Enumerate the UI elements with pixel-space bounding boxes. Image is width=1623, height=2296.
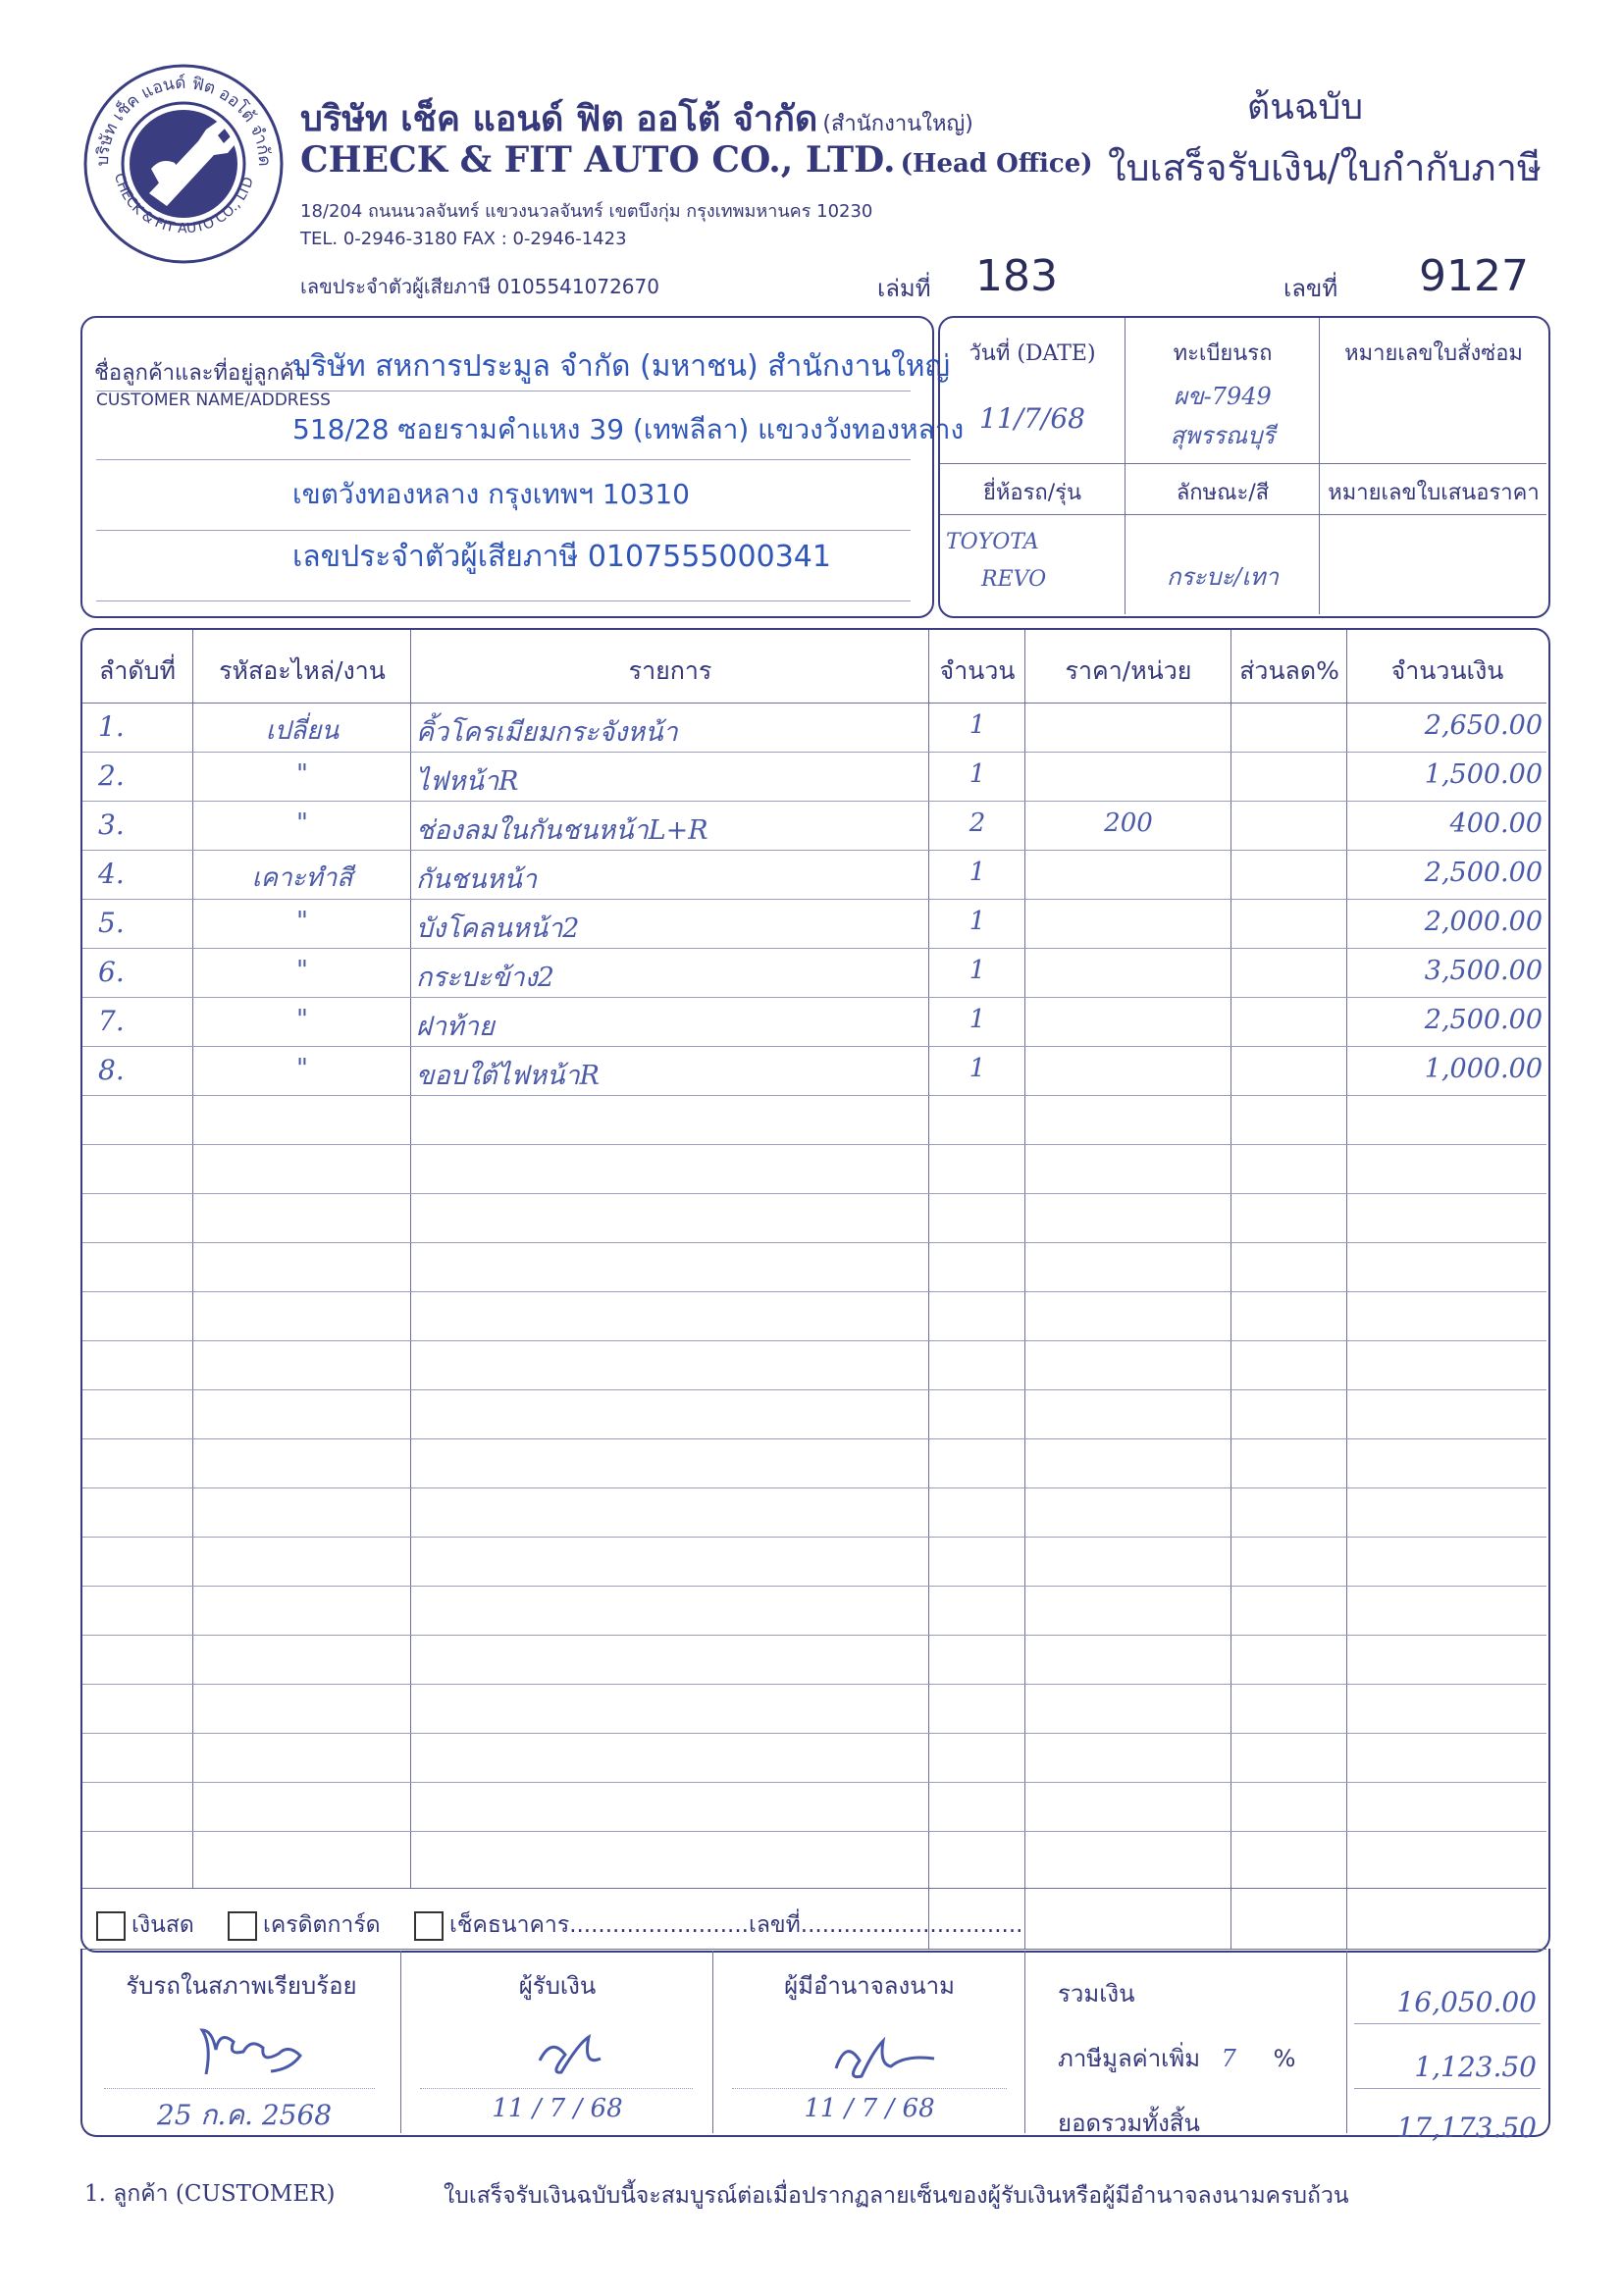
row-rule [82, 1586, 1546, 1587]
cell-code: " [296, 956, 308, 985]
cell-code: " [296, 759, 308, 789]
cell-no: 7. [98, 1005, 125, 1037]
cell-no: 4. [98, 858, 125, 890]
col-header-discount: ส่วนลด% [1239, 656, 1339, 685]
customer-name: บริษัท สหการประมูล จำกัด (มหาชน) สำนักงานใหญ่ [292, 349, 951, 384]
payment-cheque-no: เลขที่............................... [748, 1912, 1023, 1938]
company-name-en-line [300, 139, 1093, 181]
company-phone: TEL. 0-2946-3180 FAX : 0-2946-1423 [300, 229, 627, 249]
cell-amount: 1,500.00 [1424, 759, 1543, 790]
receiver-label: ผู้รับเงิน [518, 1972, 597, 2000]
row-rule [82, 1733, 1546, 1734]
cell-qty: 1 [969, 1005, 986, 1034]
cell-code: เคาะทำสี [251, 863, 353, 893]
seal-text-en: CHECK & FIT AUTO CO., LTD [111, 172, 257, 237]
cell-no: 2. [98, 759, 125, 792]
head-office-th: (สำนักงานใหญ่) [822, 112, 973, 136]
row-rule [82, 1782, 1546, 1783]
head-office-en: (Head Office) [900, 149, 1093, 179]
col-header-qty: จำนวน [939, 656, 1016, 685]
row-rule [82, 1537, 1546, 1538]
vat-percent: % [1273, 2045, 1296, 2072]
cell-amount: 400.00 [1449, 809, 1543, 839]
subtotal-label: รวมเงิน [1058, 1980, 1135, 2008]
doc-no-label: เลขที่ [1283, 275, 1338, 302]
payment-cash[interactable] [96, 1907, 194, 1943]
cell-amount: 1,000.00 [1424, 1054, 1543, 1084]
col-header-no: ลำดับที่ [99, 656, 176, 685]
row-rule [82, 1291, 1546, 1292]
brand-value-2: REVO [981, 567, 1047, 592]
company-tax-id: เลขประจำตัวผู้เสียภาษี 0105541072670 [300, 275, 659, 298]
cell-code: " [296, 1054, 308, 1083]
type-label: ลักษณะ/สี [1176, 481, 1270, 505]
cell-qty: 1 [969, 956, 986, 985]
customer-address-1: 518/28 ซอยรามคำแหง 39 (เทพลีลา) แขวงวังทองหลาง [292, 413, 965, 445]
date-value: 11/7/68 [979, 402, 1085, 435]
vat-line [1058, 2039, 1295, 2077]
cell-no: 8. [98, 1054, 125, 1086]
doc-title: ใบเสร็จรับเงิน/ใบกำกับภาษี [1108, 146, 1542, 189]
grand-total-value: 17,173.50 [1396, 2112, 1537, 2144]
vat-label: ภาษีมูลค่าเพิ่ม [1058, 2045, 1201, 2072]
copy-type: ต้นฉบับ [1246, 87, 1364, 128]
cheque-checkbox[interactable] [414, 1911, 444, 1941]
receiver-date: 11 / 7 / 68 [492, 2094, 623, 2123]
cell-qty: 1 [969, 759, 986, 789]
row-rule [82, 1389, 1546, 1390]
cell-no: 5. [98, 907, 125, 939]
date-label: วันที่ (DATE) [969, 341, 1096, 366]
cell-qty: 1 [969, 710, 986, 740]
cell-no: 1. [98, 710, 125, 743]
cell-amount: 2,500.00 [1424, 1005, 1543, 1035]
book-label: เล่มที่ [877, 275, 931, 302]
cell-amount: 2,000.00 [1424, 907, 1543, 937]
cell-amount: 2,500.00 [1424, 858, 1543, 888]
cell-qty: 1 [969, 1054, 986, 1083]
cell-code: " [296, 907, 308, 936]
cell-qty: 1 [969, 907, 986, 936]
cell-qty: 1 [969, 858, 986, 887]
company-name-th-line [300, 90, 973, 146]
customer-label-th: ชื่อลูกค้าและที่อยู่ลูกค้า [94, 361, 306, 386]
vat-rate: 7 [1221, 2045, 1236, 2072]
cell-desc: ฝาท้าย [416, 1012, 495, 1042]
cell-desc: ไฟหน้าR [416, 766, 519, 797]
cell-desc: กระบะข้าง2 [416, 963, 554, 993]
cell-no: 3. [98, 809, 125, 841]
cell-desc: ขอบใต้ไฟหน้าR [416, 1061, 600, 1091]
cell-qty: 2 [969, 809, 986, 838]
col-header-code: รหัสอะไหล่/งาน [219, 656, 386, 685]
card-checkbox[interactable] [228, 1911, 257, 1941]
customer-tax-id: เลขประจำตัวผู้เสียภาษี 0107555000341 [292, 540, 831, 574]
row-rule [82, 1340, 1546, 1341]
doc-number: 9127 [1419, 251, 1529, 301]
cell-code: เปลี่ยน [265, 716, 340, 746]
company-name-th: บริษัท เช็ค แอนด์ ฟิต ออโต้ จำกัด [300, 99, 818, 139]
received-car-signature [186, 2015, 324, 2088]
company-address: 18/204 ถนนนวลจันทร์ แขวงนวลจันทร์ เขตบึงกุ่ม กรุงเทพมหานคร 10230 [300, 201, 873, 222]
cell-amount: 3,500.00 [1424, 956, 1543, 986]
footer-copy: 1. ลูกค้า (CUSTOMER) [84, 2181, 336, 2207]
plate-value-1: ผข-7949 [1174, 383, 1272, 410]
cell-desc: กันชนหน้า [416, 864, 538, 895]
footer-note: ใบเสร็จรับเงินฉบับนี้จะสมบูรณ์ต่อเมื่อปรากฏลายเซ็นของผู้รับเงินหรือผู้มีอำนาจลงนามครบถ้วน [444, 2183, 1349, 2209]
row-rule [82, 1438, 1546, 1439]
cell-desc: คิ้วโครเมียมกระจังหน้า [416, 717, 678, 748]
brand-value-1: TOYOTA [946, 530, 1039, 554]
payment-cash-label: เงินสด [131, 1912, 194, 1938]
row-rule [82, 1831, 1546, 1832]
company-logo [80, 61, 287, 267]
row-rule [82, 1635, 1546, 1636]
plate-value-2: สุพรรณบุรี [1170, 422, 1276, 449]
col-header-desc: รายการ [628, 656, 712, 685]
cell-desc: บังโคลนหน้า2 [416, 913, 580, 944]
seal-text-th: บริษัท เช็ค แอนด์ ฟิต ออโต้ จำกัด [92, 73, 275, 167]
receiver-signature [520, 2021, 618, 2088]
payment-cheque[interactable] [414, 1907, 1022, 1943]
col-header-price: ราคา/หน่วย [1065, 656, 1192, 685]
vat-value: 1,123.50 [1414, 2051, 1537, 2083]
authorized-date: 11 / 7 / 68 [804, 2094, 935, 2123]
payment-card-label: เครดิตการ์ด [263, 1912, 381, 1938]
cell-price: 200 [1104, 809, 1153, 838]
authorized-signature [822, 2025, 950, 2088]
cash-checkbox[interactable] [96, 1911, 126, 1941]
grand-total-label: ยอดรวมทั้งสิ้น [1058, 2110, 1200, 2137]
payment-card[interactable] [228, 1907, 381, 1943]
cell-amount: 2,650.00 [1424, 710, 1543, 741]
customer-label-en: CUSTOMER NAME/ADDRESS [96, 391, 331, 410]
brand-label: ยี่ห้อรถ/รุ่น [982, 481, 1081, 505]
quote-label: หมายเลขใบเสนอราคา [1328, 481, 1540, 505]
type-value: กระบะ/เทา [1166, 563, 1280, 591]
row-rule [82, 1684, 1546, 1685]
cell-no: 6. [98, 956, 125, 988]
plate-label: ทะเบียนรถ [1173, 341, 1273, 366]
row-rule [82, 1193, 1546, 1194]
col-header-amount: จำนวนเงิน [1390, 656, 1504, 685]
authorized-label: ผู้มีอำนาจลงนาม [784, 1972, 955, 2000]
received-car-date: 25 ก.ค. 2568 [156, 2099, 333, 2131]
payment-cheque-label: เช็คธนาคาร......................... [449, 1912, 749, 1938]
row-rule [82, 1144, 1546, 1145]
row-rule [82, 1242, 1546, 1243]
customer-address-2: เขตวังทองหลาง กรุงเทพฯ 10310 [292, 478, 690, 510]
company-name-en: CHECK & FIT AUTO CO., LTD. [300, 139, 896, 181]
cell-desc: ช่องลมในกันชนหน้าL+R [416, 815, 708, 846]
cell-code: " [296, 1005, 308, 1034]
subtotal-value: 16,050.00 [1396, 1986, 1537, 2018]
book-number: 183 [975, 251, 1058, 301]
cell-code: " [296, 809, 308, 838]
row-rule [82, 1487, 1546, 1488]
received-car-label: รับรถในสภาพเรียบร้อย [126, 1972, 357, 2000]
repair-order-label: หมายเลขใบสั่งซ่อม [1344, 341, 1523, 366]
